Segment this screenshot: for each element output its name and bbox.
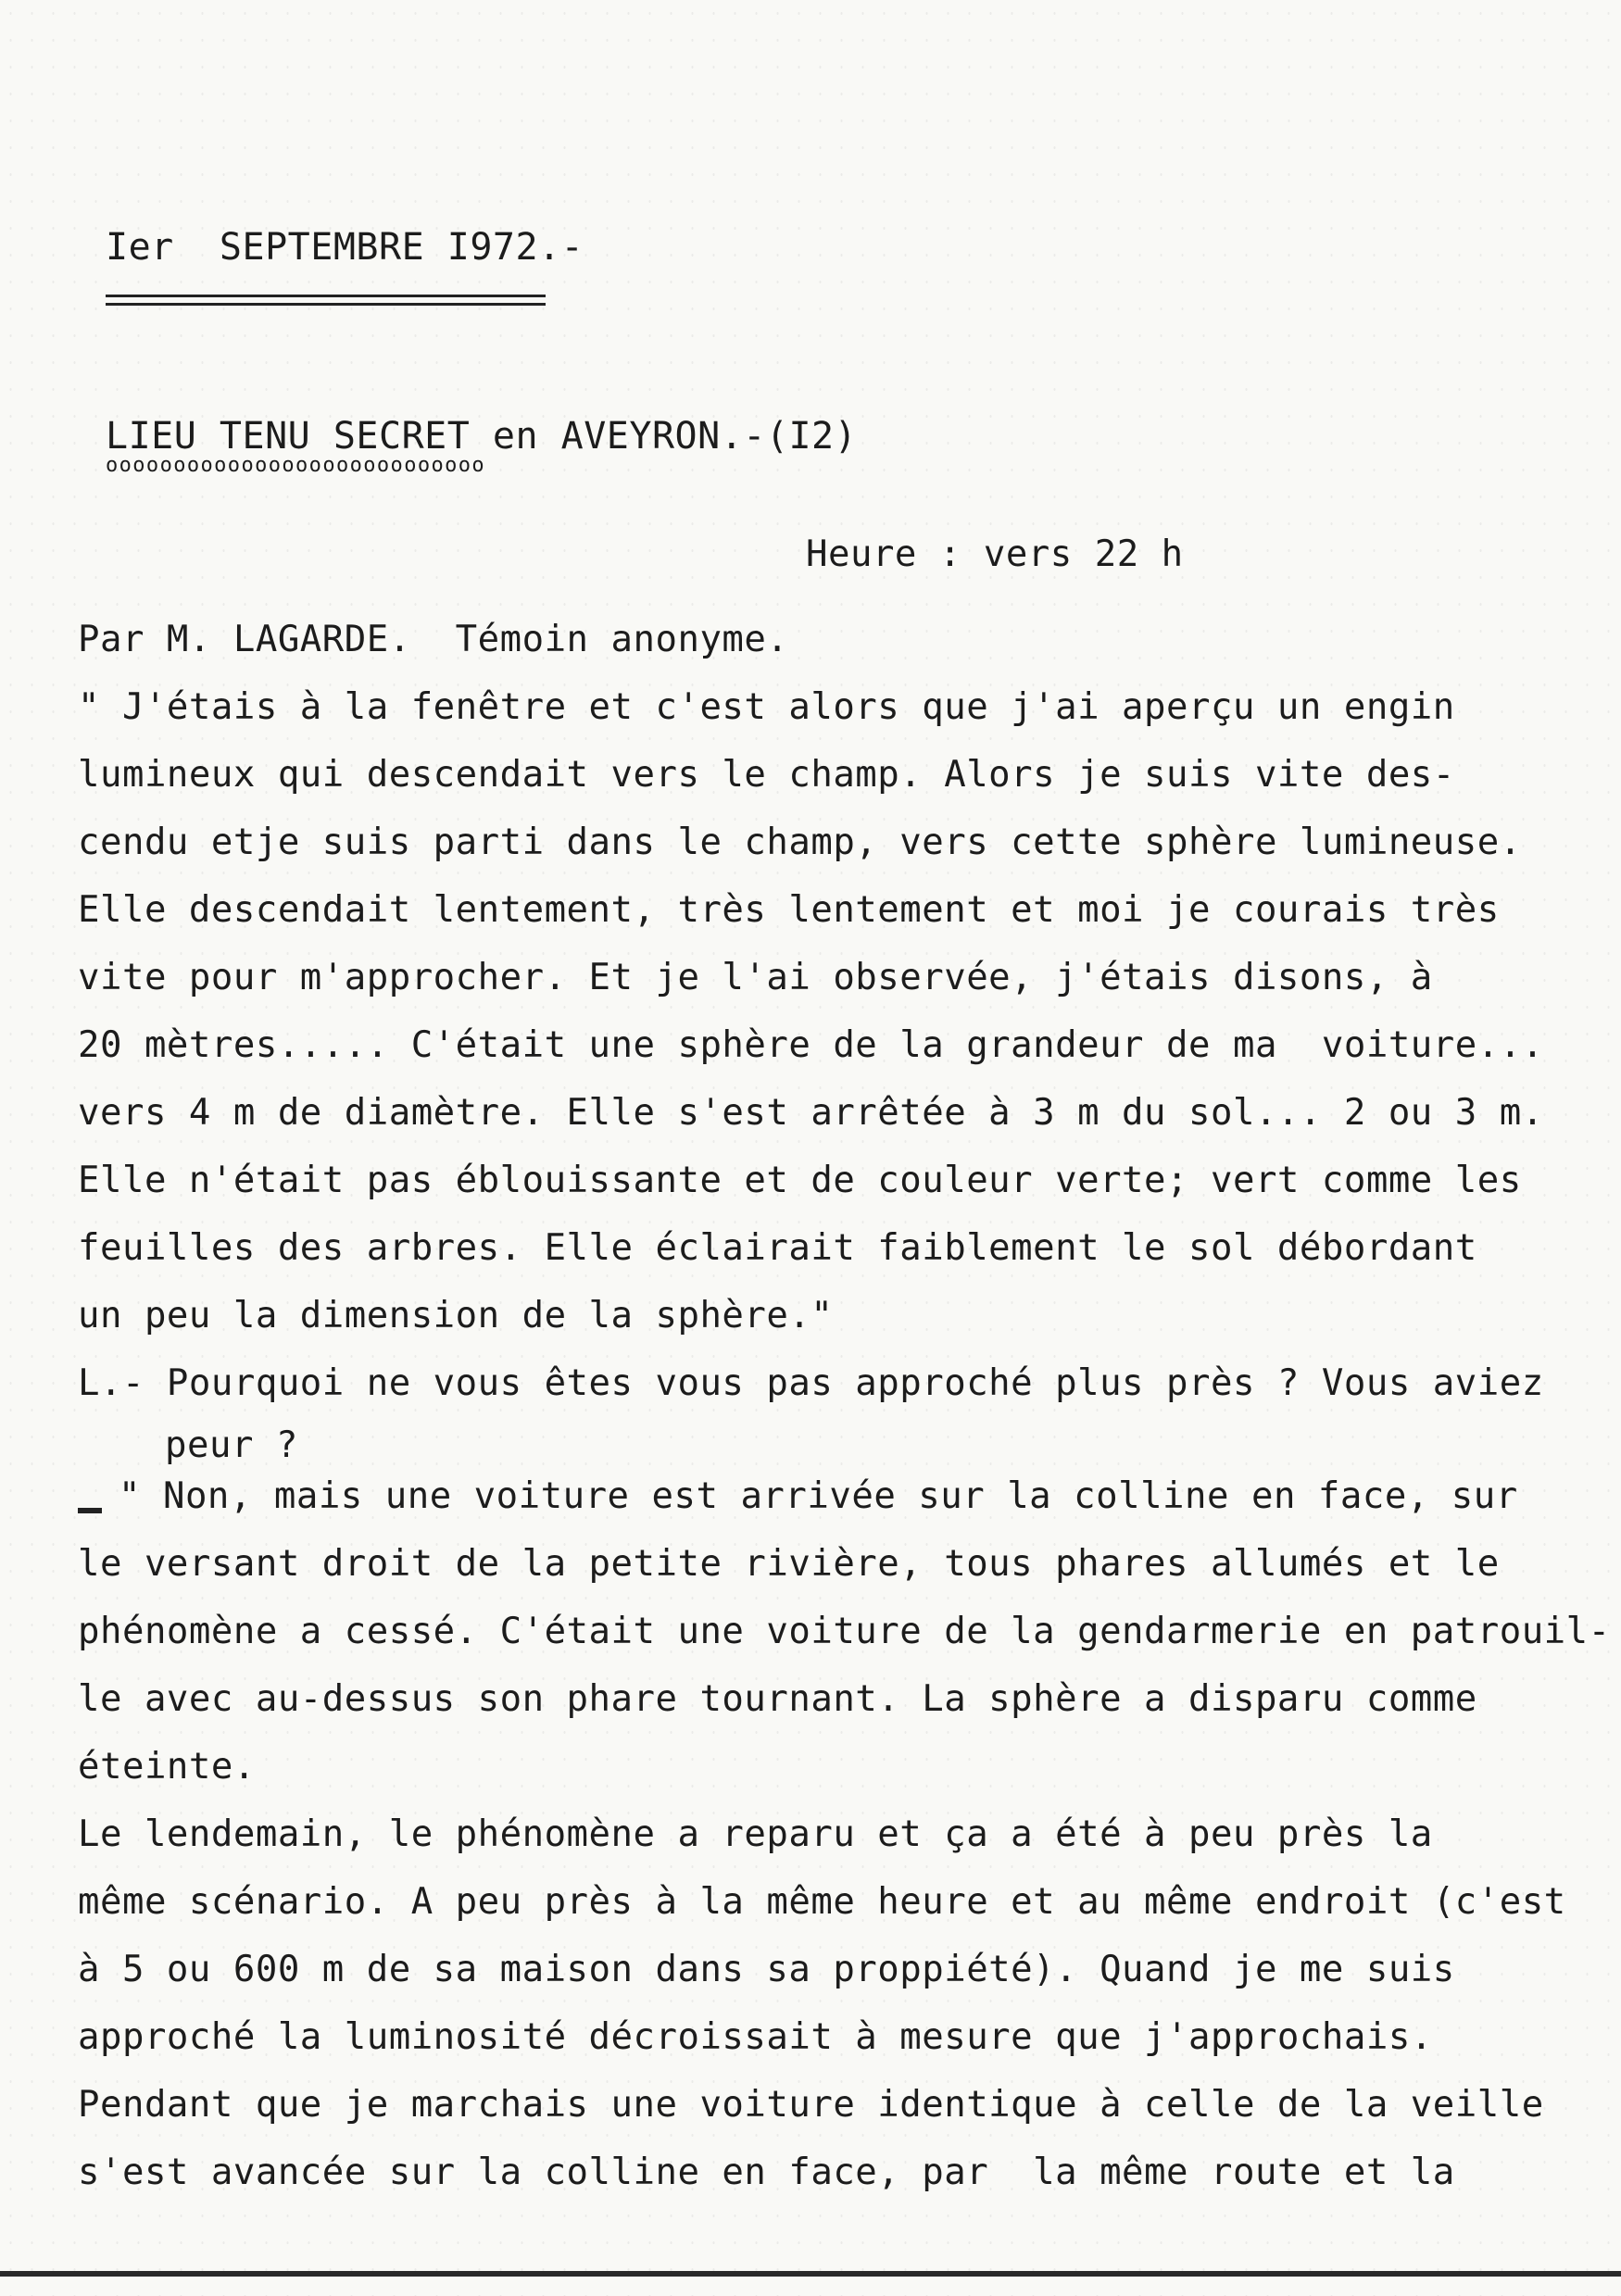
page-bottom-border [0, 2271, 1621, 2277]
text-line: Par M. LAGARDE. Témoin anonyme. [78, 619, 789, 660]
text-line: même scénario. A peu près à la même heure et au même endroit (c'est [78, 1881, 1566, 1923]
time-label: Heure : vers 22 h [806, 533, 1184, 575]
text-line: L.- Pourquoi ne vous êtes vous pas approché plus près ? Vous aviez [78, 1362, 1544, 1404]
text-line: vite pour m'approcher. Et je l'ai observée, j'étais disons, à [78, 957, 1433, 998]
date-double-underline [106, 295, 546, 306]
text-line: peur ? [165, 1424, 298, 1466]
text-line: Elle descendait lentement, très lentement et moi je courais très [78, 889, 1500, 931]
document-date: Ier SEPTEMBRE I972.- [106, 226, 584, 269]
text-line: à 5 ou 600 m de sa maison dans sa proppiété). Quand je me suis [78, 1949, 1455, 1990]
text-line: phénomène a cessé. C'était une voiture de la gendarmerie en patrouil- [78, 1611, 1611, 1652]
text-line: Elle n'était pas éblouissante et de couleur verte; vert comme les [78, 1160, 1522, 1201]
text-line: éteinte. [78, 1746, 256, 1788]
dialogue-dash [78, 1508, 102, 1513]
location-underline: oooooooooooooooooooooooooooo [106, 454, 486, 477]
text-line: vers 4 m de diamètre. Elle s'est arrêtée à 3 m du sol... 2 ou 3 m. [78, 1092, 1544, 1134]
text-line: 20 mètres..... C'était une sphère de la grandeur de ma voiture... [78, 1024, 1544, 1066]
text-line: " J'étais à la fenêtre et c'est alors que j'ai aperçu un engin [78, 686, 1455, 728]
text-line: lumineux qui descendait vers le champ. Alors je suis vite des- [78, 754, 1455, 796]
text-line: Le lendemain, le phénomène a reparu et ça a été à peu près la [78, 1813, 1433, 1855]
text-line: " Non, mais une voiture est arrivée sur la colline en face, sur [119, 1475, 1518, 1517]
text-line: un peu la dimension de la sphère." [78, 1295, 834, 1336]
location-heading: LIEU TENU SECRET en AVEYRON.-(I2) [106, 415, 858, 458]
text-line: Pendant que je marchais une voiture identique à celle de la veille [78, 2084, 1544, 2126]
text-line: feuilles des arbres. Elle éclairait faiblement le sol débordant [78, 1227, 1477, 1269]
text-line: le versant droit de la petite rivière, tous phares allumés et le [78, 1543, 1500, 1585]
text-line: cendu etje suis parti dans le champ, vers cette sphère lumineuse. [78, 822, 1522, 863]
text-line: le avec au-dessus son phare tournant. La sphère a disparu comme [78, 1678, 1477, 1720]
text-line: s'est avancée sur la colline en face, par la même route et la [78, 2152, 1455, 2193]
text-line: approché la luminosité décroissait à mesure que j'approchais. [78, 2016, 1433, 2058]
